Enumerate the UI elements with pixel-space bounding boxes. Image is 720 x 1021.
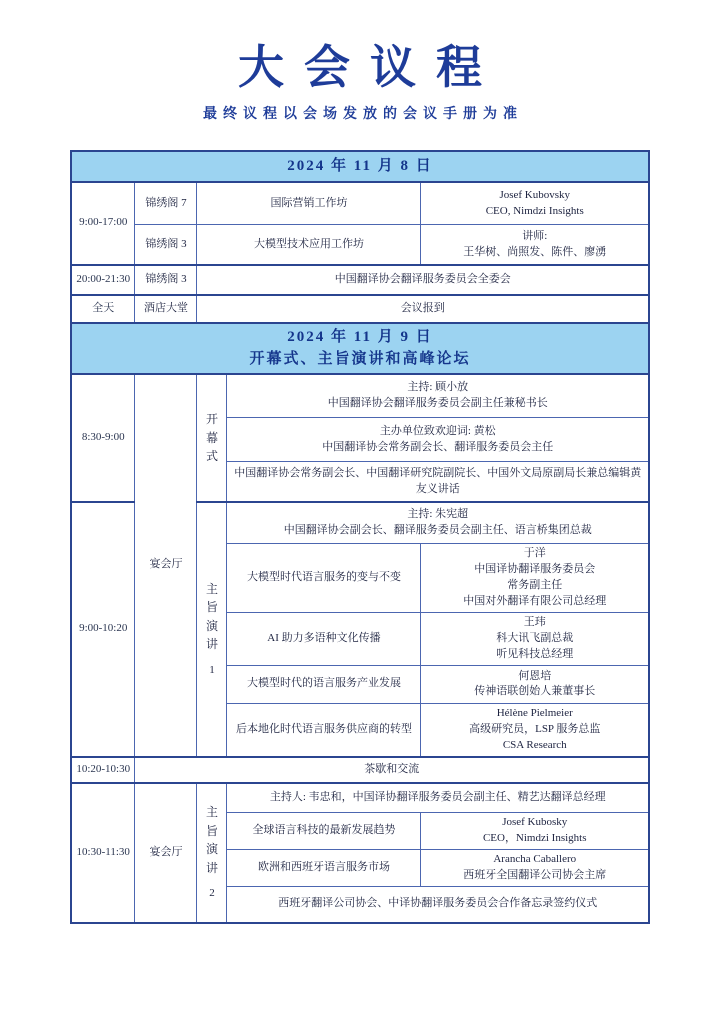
session-number: 2 <box>209 887 215 900</box>
time-cell: 10:20-10:30 <box>71 757 135 783</box>
venue-cell: 宴会厅 <box>135 374 197 757</box>
speaker-name: Arancha Caballero <box>493 853 577 866</box>
program-cell: 西班牙翻译公司协会、中译协翻译服务委员会合作备忘录签约仪式 <box>227 887 649 923</box>
program-cell <box>227 418 649 462</box>
host-title-line: 中国翻译协会翻译服务委员会副主任兼秘书长 <box>327 397 548 410</box>
talk-title-cell: 欧洲和西班牙语言服务市场 <box>227 850 421 887</box>
session-label: 主旨演讲 <box>205 581 218 652</box>
session-label: 开幕式 <box>205 412 218 464</box>
program-cell <box>227 502 649 544</box>
speaker-name: 何恩培 <box>518 669 552 682</box>
chair-title-line: 中国翻译协会副会长、翻译服务委员会副主任、语言桥集团总裁 <box>283 524 592 537</box>
speaker-cell <box>421 850 649 887</box>
program-cell: 主持人: 韦忠和，中国译协翻译服务委员会副主任、精艺达翻译总经理 <box>227 783 649 813</box>
page-title: 大会议程 <box>238 42 502 93</box>
speaker-cell <box>421 182 649 225</box>
speaker-org: CSA Research <box>502 738 567 751</box>
time-cell: 9:00-17:00 <box>71 182 135 265</box>
speaker-role: 科大讯飞副总裁 <box>496 632 574 645</box>
speaker-label: 讲师: <box>522 229 548 242</box>
time-cell: 20:00-21:30 <box>71 265 135 295</box>
speaker-role2: 中国对外翻译有限公司总经理 <box>463 595 607 608</box>
speaker-role: 高级研究员，LSP 服务总监 <box>469 722 601 735</box>
talk-title-cell: 后本地化时代语言服务供应商的转型 <box>227 703 421 756</box>
speaker-role: CEO, Nimdzi Insights <box>485 204 584 217</box>
page-subtitle: 最终议程以会场发放的会议手册为准 <box>203 106 523 122</box>
talk-title-cell: 大模型时代语言服务的变与不变 <box>227 544 421 613</box>
speaker-role: 西班牙全国翻译公司协会主席 <box>463 869 607 882</box>
event-cell: 会议报到 <box>197 295 649 323</box>
venue-cell: 宴会厅 <box>135 783 197 923</box>
speaker-cell <box>421 544 649 613</box>
time-cell: 9:00-10:20 <box>71 502 135 757</box>
program-cell: 中国翻译协会常务副会长、中国翻译研究院副院长、中国外文局原副局长兼总编辑黄友义讲话 <box>227 462 649 502</box>
break-cell: 茶歇和交流 <box>135 757 649 783</box>
speaker-cell <box>421 665 649 703</box>
workshop-title-cell: 大模型技术应用工作坊 <box>197 225 421 265</box>
venue-cell: 锦绣阁 3 <box>135 265 197 295</box>
speaker-cell <box>421 703 649 756</box>
venue-cell: 酒店大堂 <box>135 295 197 323</box>
speaker-name: 王玮 <box>523 616 546 629</box>
section-header-nov8: 2024 年 11 月 8 日 <box>71 151 649 182</box>
host-line: 主持: 顾小放 <box>407 381 469 394</box>
section-header-topic: 开幕式、主旨演讲和高峰论坛 <box>249 351 471 368</box>
speaker-name: Hélène Pielmeier <box>496 706 573 719</box>
speaker-org: 中国译协翻译服务委员会 <box>474 563 596 576</box>
speaker-names: 王华树、尚照发、陈件、廖湧 <box>463 245 607 258</box>
session-label: 主旨演讲 <box>205 804 218 875</box>
speaker-cell <box>421 225 649 265</box>
speaker-role: CEO，Nimdzi Insights <box>482 832 587 845</box>
talk-title-cell: AI 助力多语种文化传播 <box>227 613 421 666</box>
workshop-title-cell: 国际营销工作坊 <box>197 182 421 225</box>
time-cell: 8:30-9:00 <box>71 374 135 502</box>
speaker-role: 传神语联创始人兼董事长 <box>474 685 596 698</box>
venue-cell: 锦绣阁 3 <box>135 225 197 265</box>
session-number: 1 <box>209 664 215 677</box>
time-cell: 10:30-11:30 <box>71 783 135 923</box>
speaker-cell <box>421 813 649 850</box>
program-cell <box>227 374 649 418</box>
speaker-name: 于洋 <box>523 547 546 560</box>
speaker-cell <box>421 613 649 666</box>
session-cell <box>197 374 227 502</box>
chair-line: 主持: 朱宪超 <box>407 508 469 521</box>
welcome-line: 主办单位致欢迎词: 黄松 <box>379 424 496 437</box>
talk-title-cell: 大模型时代的语言服务产业发展 <box>227 665 421 703</box>
speaker-name: Josef Kubosky <box>502 816 568 829</box>
event-cell: 中国翻译协会翻译服务委员会全委会 <box>197 265 649 295</box>
session-cell <box>197 502 227 757</box>
speaker-role2: 听见科技总经理 <box>496 648 574 661</box>
venue-cell: 锦绣阁 7 <box>135 182 197 225</box>
time-cell: 全天 <box>71 295 135 323</box>
speaker-role: 常务副主任 <box>507 579 563 592</box>
section-header-date: 2024 年 11 月 9 日 <box>287 328 433 345</box>
speaker-name: Josef Kubovsky <box>499 188 571 201</box>
talk-title-cell: 全球语言科技的最新发展趋势 <box>227 813 421 850</box>
welcome-title-line: 中国翻译协会常务副会长、翻译服务委员会主任 <box>322 440 554 453</box>
section-header-nov9 <box>71 323 649 374</box>
session-cell <box>197 783 227 923</box>
agenda-table <box>70 150 650 924</box>
